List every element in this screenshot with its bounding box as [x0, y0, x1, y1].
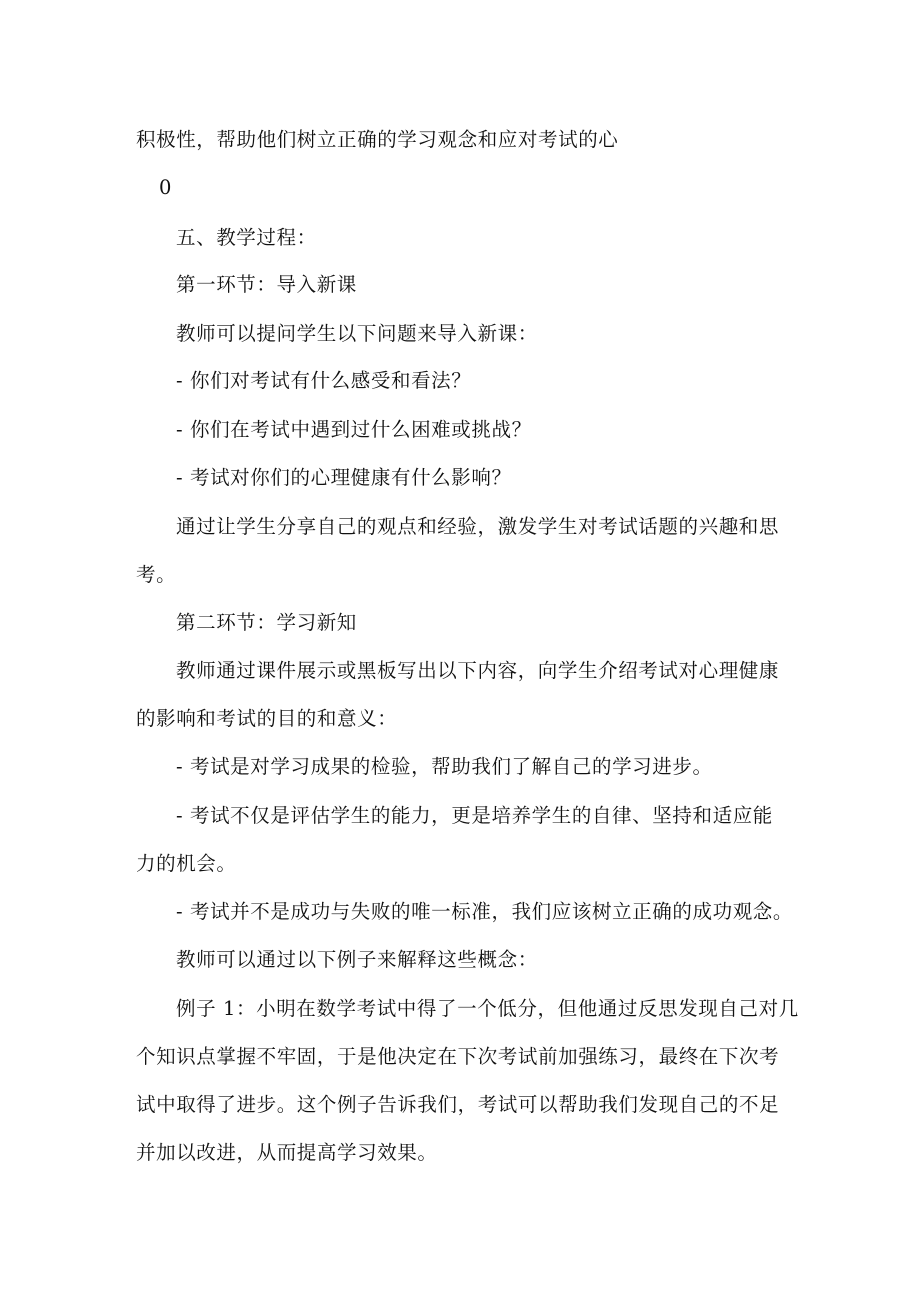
list-item: - 考试并不是成功与失败的唯一标准，我们应该树立正确的成功观念。 — [176, 900, 793, 923]
list-item: - 考试是对学习成果的检验，帮助我们了解自己的学习进步。 — [176, 755, 713, 778]
paragraph-line: 的影响和考试的目的和意义： — [136, 707, 398, 730]
paragraph-line: 教师可以通过以下例子来解释这些概念： — [176, 948, 538, 971]
list-item: - 考试不仅是评估学生的能力，更是培养学生的自律、坚持和适应能 — [176, 804, 773, 827]
paragraph-line: 并加以改进，从而提高学习效果。 — [136, 1141, 438, 1164]
paragraph-line: 例子 1：小明在数学考试中得了一个低分，但他通过反思发现自己对几 — [176, 997, 799, 1020]
text-line-continuation: 积极性，帮助他们树立正确的学习观念和应对考试的心 — [136, 128, 619, 151]
paragraph-line: 教师通过课件展示或黑板写出以下内容，向学生介绍考试对心理健康 — [176, 659, 780, 682]
list-item: - 你们对考试有什么感受和看法？ — [176, 369, 472, 392]
paragraph-line: 个知识点掌握不牢固，于是他决定在下次考试前加强练习，最终在下次考 — [136, 1045, 780, 1068]
paragraph-line: 通过让学生分享自己的观点和经验，激发学生对考试话题的兴趣和思 — [176, 515, 780, 538]
paragraph-line: 试中取得了进步。这个例子告诉我们，考试可以帮助我们发现自己的不足 — [136, 1093, 780, 1116]
paragraph-line: 教师可以提问学生以下问题来导入新课： — [176, 322, 538, 345]
list-item: - 你们在考试中遇到过什么困难或挑战？ — [176, 418, 532, 441]
subsection-heading-1: 第一环节：导入新课 — [176, 273, 357, 296]
list-item: - 考试对你们的心理健康有什么影响？ — [176, 466, 512, 489]
list-item-continuation: 力的机会。 — [136, 852, 237, 875]
subsection-heading-2: 第二环节：学习新知 — [176, 611, 357, 634]
paragraph-line: 考。 — [136, 563, 177, 586]
text-line-fragment: 0 — [159, 176, 173, 199]
section-heading: 五、教学过程： — [176, 226, 317, 249]
